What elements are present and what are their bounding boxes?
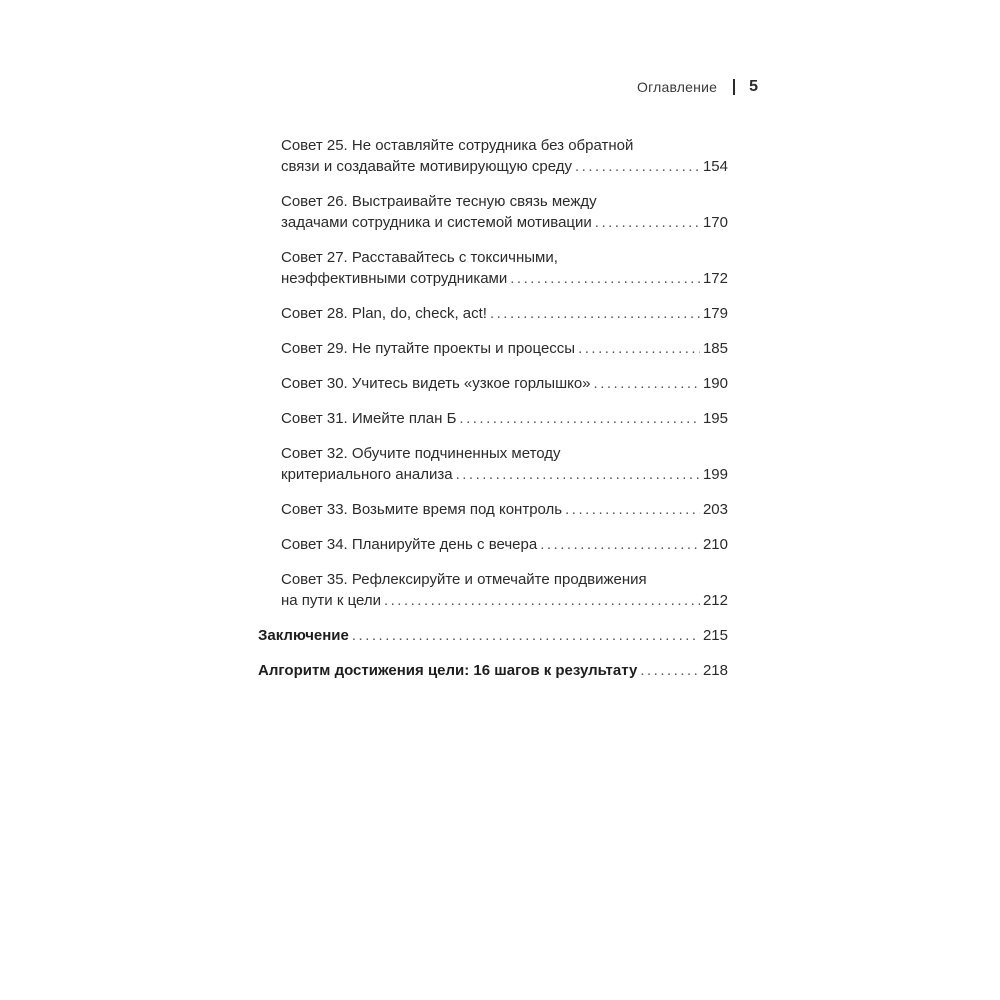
toc-page-number: 179 — [702, 305, 728, 322]
toc-entry-title-line: Совет 30. Учитесь видеть «узкое горлышко» — [281, 375, 591, 392]
toc-entry-leader-line — [281, 590, 728, 611]
toc-entry-leader-line — [281, 156, 728, 177]
toc-entry-tip-29[interactable] — [258, 338, 728, 359]
toc-page-number: 203 — [702, 501, 728, 518]
toc-entry-title-line: Совет 28. Plan, do, check, act! — [281, 305, 487, 322]
toc-entry-title-line: Совет 25. Не оставляйте сотрудника без обратной — [281, 137, 634, 154]
toc-entry-title-line: связи и создавайте мотивирующую среду — [281, 158, 572, 175]
toc-entry-tip-33[interactable] — [258, 499, 728, 520]
toc-page-number: 170 — [702, 214, 728, 231]
toc-entry-leader-line — [281, 499, 728, 520]
toc-entry-title-line: Совет 27. Расставайтесь с токсичными, — [281, 249, 558, 266]
table-of-contents — [258, 135, 728, 695]
toc-entry-tip-35[interactable] — [258, 569, 728, 611]
toc-entry-title-line: Заключение — [258, 627, 349, 644]
dot-leader — [352, 625, 700, 646]
toc-page-number: 185 — [702, 340, 728, 357]
toc-entry-tip-32[interactable] — [258, 443, 728, 485]
toc-entry-leader-line — [281, 373, 728, 394]
dot-leader — [575, 156, 700, 177]
toc-page-number: 215 — [702, 627, 728, 644]
toc-entry-title-line: Совет 26. Выстраивайте тесную связь между — [281, 193, 597, 210]
dot-leader — [490, 303, 700, 324]
toc-page-number: 199 — [702, 466, 728, 483]
toc-entry-title-line: Совет 32. Обучите подчиненных методу — [281, 445, 561, 462]
toc-entry-title-line: Совет 35. Рефлексируйте и отмечайте продвижения — [281, 571, 647, 588]
toc-entry-title-line: неэффективными сотрудниками — [281, 270, 508, 287]
dot-leader — [384, 590, 700, 611]
toc-entry-title-line: Совет 31. Имейте план Б — [281, 410, 457, 427]
dot-leader — [456, 464, 700, 485]
dot-leader — [578, 338, 700, 359]
toc-entry-tip-30[interactable] — [258, 373, 728, 394]
dot-leader — [595, 212, 700, 233]
toc-entry-leader-line — [281, 464, 728, 485]
toc-entry-tip-27[interactable] — [258, 247, 728, 289]
toc-page-number: 210 — [702, 536, 728, 553]
toc-entry-leader-line — [281, 534, 728, 555]
toc-entry-title-line: Алгоритм достижения цели: 16 шагов к результату — [258, 662, 638, 679]
toc-page-number: 172 — [702, 270, 728, 287]
dot-leader — [540, 534, 700, 555]
toc-entry-leader-line — [281, 268, 728, 289]
running-header — [637, 78, 758, 96]
section-title: Оглавление — [637, 79, 718, 95]
dot-leader — [594, 373, 700, 394]
toc-page-number: 195 — [702, 410, 728, 427]
toc-entry-leader-line — [281, 212, 728, 233]
toc-entry-conclusion[interactable] — [258, 625, 728, 646]
toc-entry-title-line: на пути к цели — [281, 592, 381, 609]
toc-entry-leader-line — [258, 660, 728, 681]
toc-entry-title-line: Совет 29. Не путайте проекты и процессы — [281, 340, 576, 357]
toc-entry-algorithm[interactable] — [258, 660, 728, 681]
toc-entry-leader-line — [281, 303, 728, 324]
toc-page-number: 190 — [702, 375, 728, 392]
dot-leader — [640, 660, 700, 681]
toc-page-number: 218 — [702, 662, 728, 679]
toc-entry-tip-28[interactable] — [258, 303, 728, 324]
dot-leader — [565, 499, 700, 520]
toc-page-number: 154 — [702, 158, 728, 175]
toc-entry-leader-line — [258, 625, 728, 646]
toc-entry-title-line: задачами сотрудника и системой мотивации — [281, 214, 592, 231]
dot-leader — [459, 408, 700, 429]
header-separator — [733, 79, 735, 95]
toc-entry-tip-31[interactable] — [258, 408, 728, 429]
page-number: 5 — [749, 78, 758, 95]
toc-entry-tip-25[interactable] — [258, 135, 728, 177]
toc-entry-tip-26[interactable] — [258, 191, 728, 233]
toc-entry-title-line: Совет 33. Возьмите время под контроль — [281, 501, 563, 518]
dot-leader — [510, 268, 700, 289]
toc-page-number: 212 — [702, 592, 728, 609]
toc-entry-title-line: критериального анализа — [281, 466, 453, 483]
toc-entry-leader-line — [281, 408, 728, 429]
toc-entry-title-line: Совет 34. Планируйте день с вечера — [281, 536, 538, 553]
toc-entry-tip-34[interactable] — [258, 534, 728, 555]
toc-entry-leader-line — [281, 338, 728, 359]
